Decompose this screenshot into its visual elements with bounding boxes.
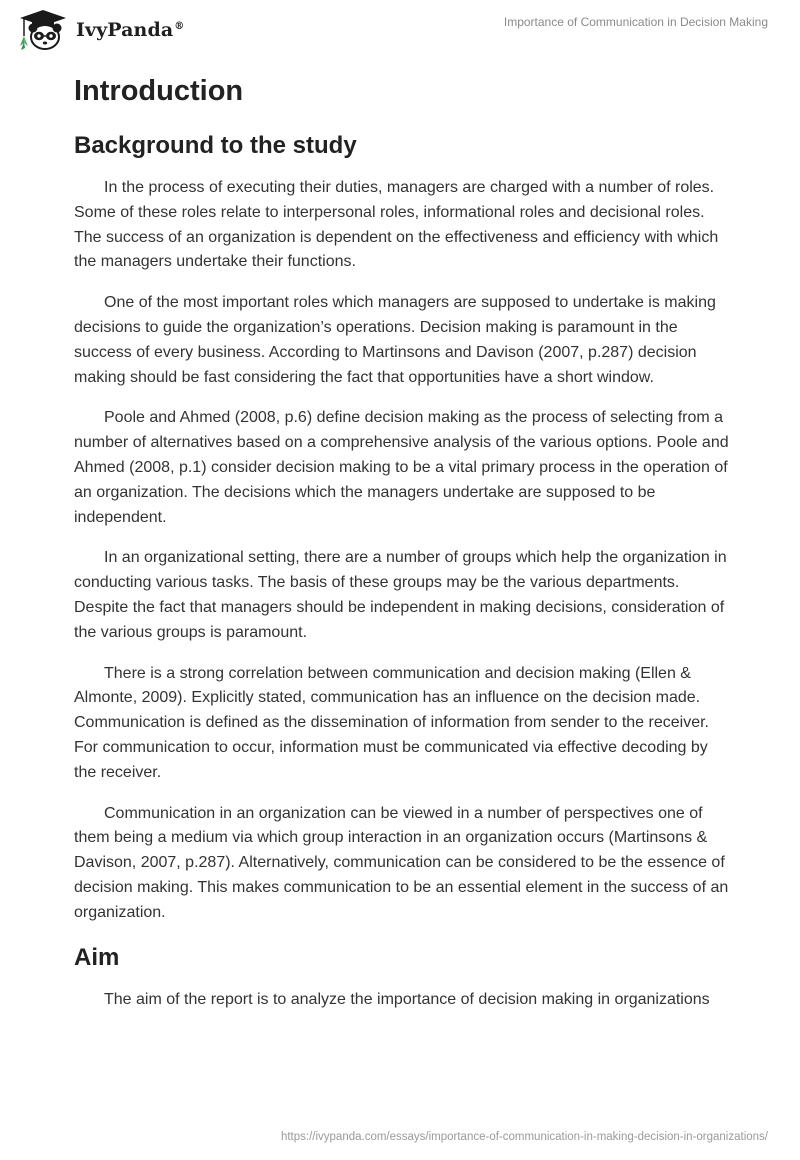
paragraph: In the process of executing their duties, managers are charged with a number of roles. Some of these roles relate to interpersonal roles, informational roles and decisional roles. The success of an organization is dependent on the effectiveness and efficiency with which the managers undertake their functions. <box>74 179 719 271</box>
essay-content <box>74 72 734 1028</box>
section-heading-background: Background to the study <box>74 132 357 159</box>
paragraph: One of the most important roles which managers are supposed to undertake is making decisions to guide the organization’s operations. Decision making is paramount in the success of every business. According to Martinsons and Davison (2007, p.287) decision making should be fast considering the fact that opportunities have a short window. <box>74 294 716 386</box>
document-title: Importance of Communication in Decision Making <box>503 15 768 29</box>
paragraph: Poole and Ahmed (2008, p.6) define decision making as the process of selecting from a number of alternatives based on a comprehensive analysis of the various options. Poole and Ahmed (2008, p.1) consider decision making to be a vital primary process in the operation of an organization. The decisions which the managers undertake are supposed to be independent. <box>74 409 729 526</box>
paragraph: In an organizational setting, there are a number of groups which help the organization in conducting various tasks. The basis of these groups may be the various departments. Despite the fact that managers should be independent in making decisions, consideration of the various groups is paramount. <box>74 549 727 641</box>
paragraph: The aim of the report is to analyze the importance of decision making in organizations <box>104 990 710 1008</box>
brand-name: IvyPanda® <box>76 19 185 41</box>
source-url[interactable]: https://ivypanda.com/essays/importance-of-communication-in-making-decision-in-organizations/ <box>280 1131 768 1143</box>
registered-mark: ® <box>174 20 185 32</box>
page-title: Introduction <box>74 75 244 107</box>
paragraph: Communication in an organization can be viewed in a number of perspectives one of them being a medium via which group interaction in an organization occurs (Martinsons & Davison, 2007, p.287). Alternatively, communication can be considered to be the essence of decision making. This makes communication to be an essential element in the success of an organization. <box>74 804 729 921</box>
panda-graduate-icon <box>14 8 72 52</box>
section-heading-aim: Aim <box>74 943 120 971</box>
paragraph: There is a strong correlation between communication and decision making (Ellen & Almonte, 2009). Explicitly stated, communication has an influence on the decision made. Communication is defined as the dissemination of information from sender to the receiver. For communication to occur, information must be communicated via effective decoding by the receiver. <box>74 664 709 781</box>
page-header <box>0 0 800 62</box>
ivypanda-logo[interactable] <box>14 8 184 52</box>
